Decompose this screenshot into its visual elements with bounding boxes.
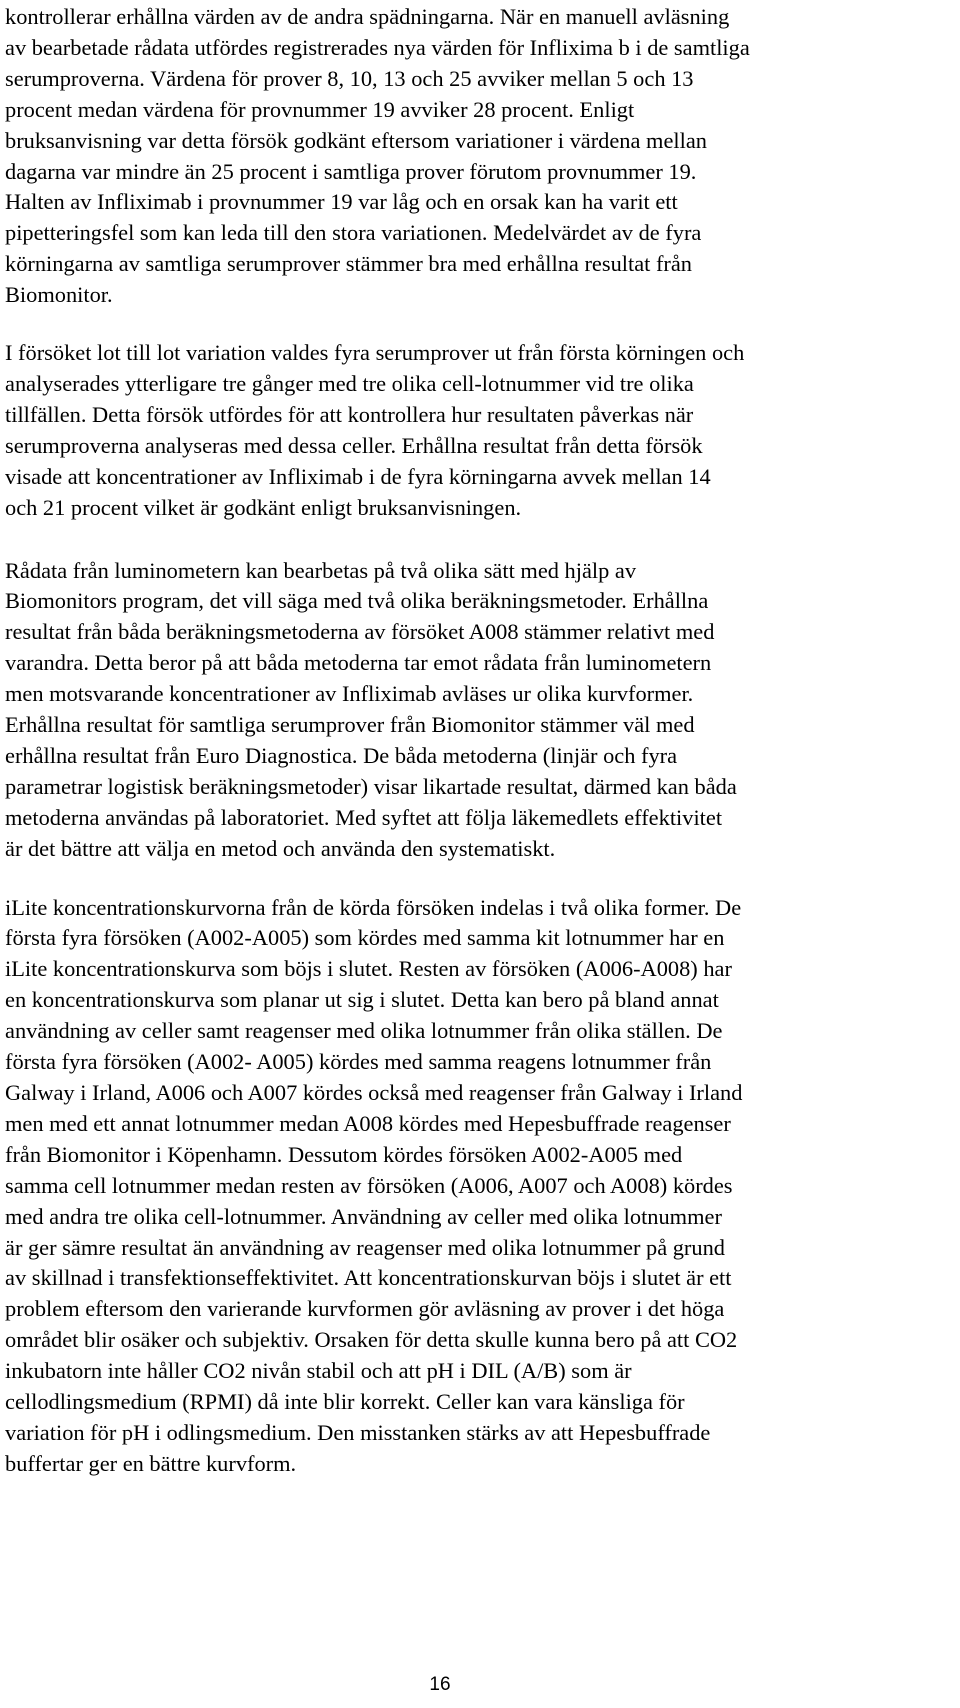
- text-line: serumproverna analyseras med dessa celler. Erhållna resultat från detta försök: [5, 432, 703, 458]
- text-line: inkubatorn inte håller CO2 nivån stabil och att pH i DIL (A/B) som är: [5, 1358, 632, 1384]
- text-line: första fyra försöken (A002-A005) som kördes med samma kit lotnummer har en: [5, 925, 725, 951]
- text-line: varandra. Detta beror på att båda metoderna tar emot rådata från luminometern: [5, 650, 712, 676]
- paragraph-3: [5, 556, 885, 865]
- text-line: av skillnad i transfektionseffektivitet. Att koncentrationskurvan böjs i slutet är ett: [5, 1265, 732, 1291]
- text-line: med andra tre olika cell-lotnummer. Användning av celler med olika lotnummer: [5, 1203, 722, 1229]
- text-line: och 21 procent vilket är godkänt enligt bruksanvisningen.: [5, 494, 522, 520]
- text-line: resultat från båda beräkningsmetoderna av försöket A008 stämmer relativt med: [5, 619, 715, 645]
- text-line: procent medan värdena för provnummer 19 avviker 28 procent. Enligt: [5, 96, 635, 122]
- text-line: en koncentrationskurva som planar ut sig i slutet. Detta kan bero på bland annat: [5, 987, 719, 1013]
- text-line: av bearbetade rådata utfördes registrerades nya värden för Inflixima b i de samtliga: [5, 34, 750, 60]
- text-line: från Biomonitor i Köpenhamn. Dessutom kördes försöken A002-A005 med: [5, 1141, 683, 1167]
- text-line: första fyra försöken (A002- A005) kördes med samma reagens lotnummer från: [5, 1049, 712, 1075]
- paragraph-4: [5, 893, 885, 1480]
- text-line: analyserades ytterligare tre gånger med tre olika cell-lotnummer vid tre olika: [5, 370, 694, 396]
- text-line: pipetteringsfel som kan leda till den stora variationen. Medelvärdet av de fyra: [5, 220, 702, 246]
- text-line: samma cell lotnummer medan resten av försöken (A006, A007 och A008) kördes: [5, 1172, 733, 1198]
- text-line: serumproverna. Värdena för prover 8, 10, 13 och 25 avviker mellan 5 och 13: [5, 65, 694, 91]
- text-line: buffertar ger en bättre kurvform.: [5, 1450, 297, 1476]
- text-line: körningarna av samtliga serumprover stämmer bra med erhållna resultat från: [5, 251, 693, 277]
- text-line: men motsvarande koncentrationer av Infliximab avläses ur olika kurvformer.: [5, 681, 694, 707]
- text-line: Biomonitor.: [5, 282, 113, 308]
- text-line: metoderna användas på laboratoriet. Med syftet att följa läkemedlets effektivitet: [5, 804, 723, 830]
- text-line: parametrar logistisk beräkningsmetoder) visar likartade resultat, därmed kan båda: [5, 773, 737, 799]
- text-line: är det bättre att välja en metod och använda den systematiskt.: [5, 835, 556, 861]
- text-line: problem eftersom den varierande kurvformen gör avläsning av prover i det höga: [5, 1296, 725, 1322]
- paragraph-2: [5, 338, 885, 523]
- text-line: dagarna var mindre än 25 procent i samtliga prover förutom provnummer 19.: [5, 158, 697, 184]
- text-line: Biomonitors program, det vill säga med två olika beräkningsmetoder. Erhållna: [5, 588, 709, 614]
- text-line: visade att koncentrationer av Infliximab i de fyra körningarna avvek mellan 14: [5, 463, 711, 489]
- text-line: Galway i Irland, A006 och A007 kördes också med reagenser från Galway i Irland: [5, 1080, 743, 1105]
- text-line: erhållna resultat från Euro Diagnostica. De båda metoderna (linjär och fyra: [5, 742, 678, 768]
- text-line: iLite koncentrationskurvorna från de körda försöken indelas i två olika former. De: [5, 894, 742, 920]
- body-text: [5, 2, 885, 1507]
- text-line: är ger sämre resultat än användning av reagenser med olika lotnummer på grund: [5, 1234, 725, 1260]
- text-line: I försöket lot till lot variation valdes fyra serumprover ut från första körningen och: [5, 340, 745, 366]
- text-line: men med ett annat lotnummer medan A008 kördes med Hepesbuffrade reagenser: [5, 1110, 731, 1136]
- text-line: kontrollerar erhållna värden av de andra spädningarna. När en manuell avläsning: [5, 4, 730, 29]
- text-line: Rådata från luminometern kan bearbetas på två olika sätt med hjälp av: [5, 557, 637, 583]
- paragraph-1: [5, 2, 885, 311]
- page-number: 16: [429, 1674, 451, 1695]
- text-line: användning av celler samt reagenser med olika lotnummer från olika ställen. De: [5, 1018, 723, 1044]
- text-line: bruksanvisning var detta försök godkänt eftersom variationer i värdena mellan: [5, 127, 707, 153]
- text-line: Halten av Infliximab i provnummer 19 var låg och en orsak kan ha varit ett: [5, 189, 678, 215]
- text-line: cellodlingsmedium (RPMI) då inte blir korrekt. Celler kan vara känsliga för: [5, 1389, 685, 1415]
- text-line: Erhållna resultat för samtliga serumprover från Biomonitor stämmer väl med: [5, 712, 695, 738]
- text-line: tillfällen. Detta försök utfördes för att kontrollera hur resultaten påverkas när: [5, 401, 694, 427]
- text-line: iLite koncentrationskurva som böjs i slutet. Resten av försöken (A006-A008) har: [5, 956, 732, 982]
- text-line: området blir osäker och subjektiv. Orsaken för detta skulle kunna bero på att CO2: [5, 1327, 738, 1353]
- text-line: variation för pH i odlingsmedium. Den misstanken stärks av att Hepesbuffrade: [5, 1419, 711, 1445]
